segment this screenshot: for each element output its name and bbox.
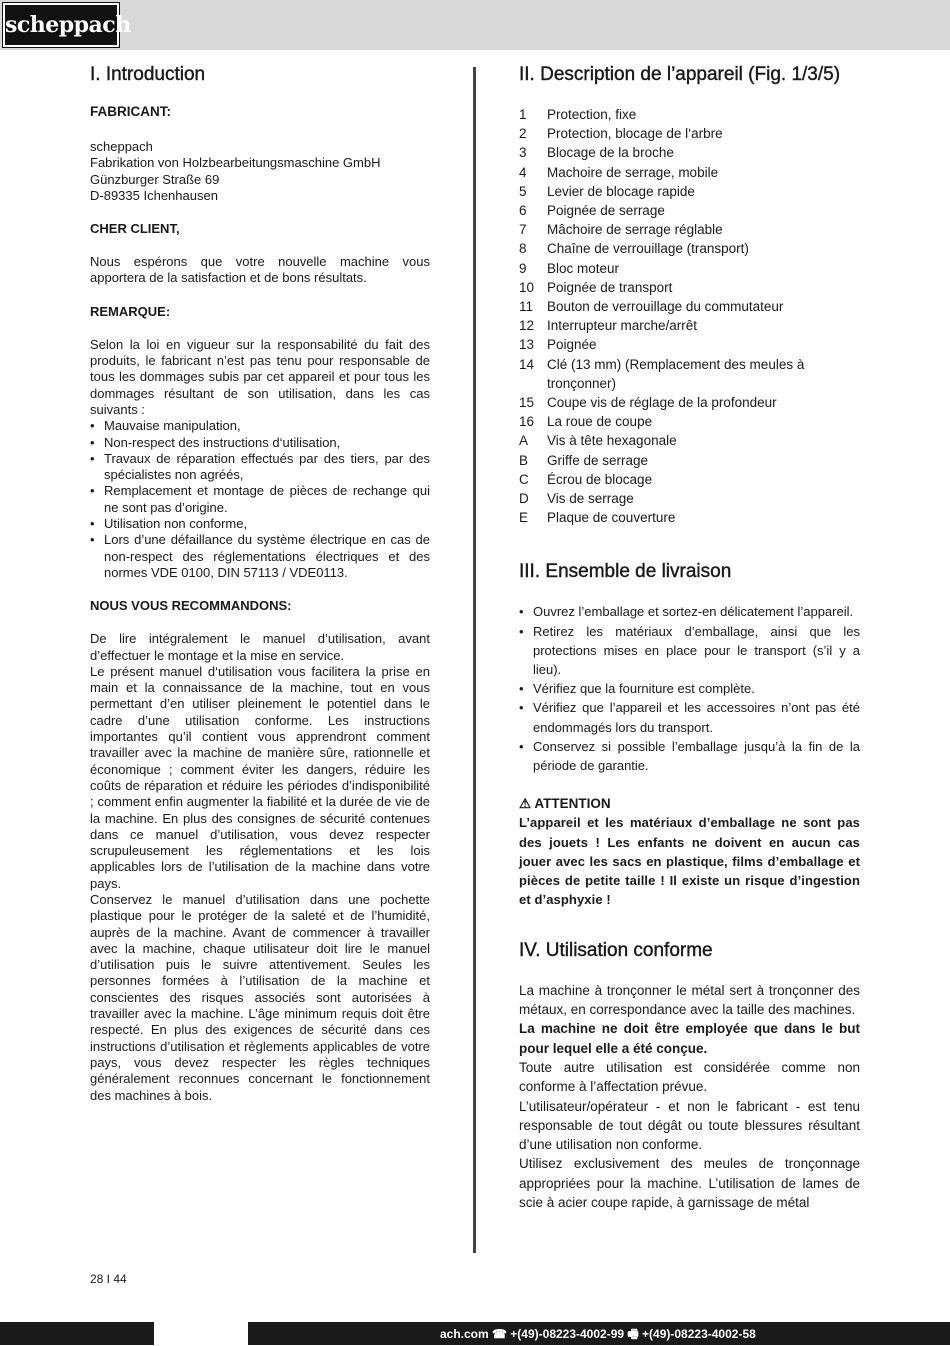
manufacturer-address — [90, 139, 430, 204]
list-item: C Écrou de blocage — [519, 471, 653, 487]
list-item: • Mauvaise manipulation, — [90, 418, 430, 434]
list-item: D Vis de serrage — [519, 491, 634, 507]
delivery-list — [519, 602, 860, 775]
recommend-paragraph: Le présent manuel d‘utilisation vous facilitera la prise en main et la connaissance de la machine, tout en vous permettant d’en utiliser pleinement le potentiel dans le cadre d’une utilisation conforme. Les instructions importantes qu’il contient vous apprendront comment travailler avec la machine de manière sûre, rationnelle et économique ; comment éviter les dangers, réduire les coûts de réparation et réduire les périodes d’indisponibilité ; comment enfin augmenter la fiabilité et la durée de vie de la machine. En plus des consignes de sécurité contenues dans ce manuel d’utilisation, vous devez respecter scrupuleusement les réglementations et les lois applicables lors de l’utilisation de la machine dans votre pays. — [90, 663, 430, 891]
manufacturer-heading: FABRICANT: — [90, 104, 171, 119]
list-item: • Travaux de réparation effectués par des tiers, par des spécialistes non agréés, — [90, 451, 430, 484]
remark-text: Selon la loi en vigueur sur la responsabilité du fait des produits, le fabricant n’est pas tenu pour responsable de tous les dommages subis par cet appareil et pour tous les dommages résultant de son utilisation, dans les cas suivants : — [90, 336, 430, 417]
list-item: A Vis à tête hexagonale — [519, 433, 677, 449]
list-item: • Vérifiez que l’appareil et les accessoires n’ont pas été endommagés lors du transport. — [519, 698, 860, 736]
footer-accent-block — [154, 1322, 248, 1345]
page-number: 28 I 44 — [90, 1272, 127, 1286]
usage-title: IV. Utilisation conforme — [519, 939, 713, 961]
scheppach-logo: scheppach — [3, 3, 119, 47]
attention-heading: ⚠ ATTENTION — [519, 796, 611, 812]
list-item: 13 Poignée — [519, 337, 597, 353]
list-item: 9 Bloc moteur — [519, 260, 620, 276]
usage-paragraph: Toute autre utilisation est considérée comme non conforme à l’affectation prévue. — [519, 1059, 860, 1095]
list-item: • Ouvrez l’emballage et sortez-en délicatement l’appareil. — [519, 602, 860, 621]
attention-text: L’appareil et les matériaux d’emballage ne sont pas des jouets ! Les enfants ne doivent en aucun cas jouer avec les sacs en plastique, films d’emballage et pièces de petite taille ! Il existe un risque d’ingestion et d’asphyxie ! — [519, 815, 860, 908]
list-item: 7 Mâchoire de serrage réglable — [519, 222, 723, 238]
list-item: 1 Protection, fixe — [519, 107, 637, 122]
list-item: • Vérifiez que la fourniture est complète. — [519, 679, 860, 698]
list-item: B Griffe de serrage — [519, 452, 649, 468]
recommend-paragraph: Conservez le manuel d’utilisation dans une pochette plastique pour le protéger de la saleté et de l’humidité, auprès de la machine. Avant de commencer à travailler avec la machine, chaque utilisateur doit lire le manuel d’utilisation puis le suivre attentivement. Seules les personnes formées à l’utilisation de la machine et conscientes des risques associés sont autorisées à travailler avec la machine. L’âge minimum requis doit être respecté. En plus des exigences de sécurité dans ces instructions d’utilisation et règlements applicables de votre pays, vous devez respecter les règles techniques généralement reconnues concernant le fonctionnement des machines à bois. — [90, 891, 430, 1103]
list-item: 3 Blocage de la broche — [519, 145, 674, 161]
client-heading: CHER CLIENT, — [90, 221, 180, 237]
list-item: 16 La roue de coupe — [519, 414, 653, 430]
list-item: 6 Poignée de serrage — [519, 203, 665, 219]
list-item: 5 Levier de blocage rapide — [519, 183, 695, 199]
list-item: 11 Bouton de verrouillage du commutateur — [519, 299, 784, 315]
usage-paragraph: Utilisez exclusivement des meules de tronçonnage appropriées pour la machine. L’utilisation de lames de scie à acier coupe rapide, à garnissage de métal — [519, 1156, 860, 1211]
footer-contact: ach.com ☎ +(49)-08223-4002-99 🖷 +(49)-08223-4002-58 — [440, 1327, 756, 1341]
list-item: 15 Coupe vis de réglage de la profondeur — [519, 395, 777, 411]
list-item: • Conservez si possible l’emballage jusqu’à la fin de la période de garantie. — [519, 737, 860, 775]
list-item: • Non-respect des instructions d‘utilisation, — [90, 435, 430, 451]
list-item: 12 Interrupteur marche/arrêt — [519, 318, 698, 334]
remark-heading: REMARQUE: — [90, 303, 171, 319]
remark-list — [90, 418, 430, 581]
client-text: Nous espérons que votre nouvelle machine vous apportera de la satisfaction et de bons résultats. — [90, 254, 430, 286]
address-line: Fabrikation von Holzbearbeitungsmaschine GmbH — [90, 155, 381, 171]
column-divider — [473, 67, 476, 1253]
usage-bold-paragraph: La machine ne doit être employée que dans le but pour lequel elle a été conçue. — [519, 1021, 860, 1056]
page-footer — [0, 1322, 950, 1345]
list-item: 14 Clé (13 mm) (Remplacement des meules à tronçonner) — [519, 356, 805, 391]
recommend-heading: NOUS VOUS RECOMMANDONS: — [90, 598, 292, 614]
list-item: • Lors d’une défaillance du système électrique en cas de non-respect des réglementations électriques et des normes VDE 0100, DIN 57113 / VDE0113. — [90, 532, 430, 581]
address-line: Günzburger Straße 69 — [90, 171, 220, 187]
right-column — [519, 62, 860, 1212]
list-item: • Utilisation non conforme, — [90, 516, 430, 532]
list-item: • Remplacement et montage de pièces de rechange qui ne sont pas d’origine. — [90, 483, 430, 516]
list-item: 8 Chaîne de verrouillage (transport) — [519, 241, 749, 257]
usage-paragraph: L’utilisateur/opérateur - et non le fabricant - est tenu responsable de tout dégât ou toute blessures résultant d’une utilisation non conforme. — [519, 1098, 860, 1153]
introduction-title: I. Introduction — [90, 64, 206, 85]
parts-list — [519, 105, 860, 527]
list-item: 4 Machoire de serrage, mobile — [519, 164, 719, 180]
description-title: II. Description de l’appareil (Fig. 1/3/5) — [519, 64, 841, 85]
list-item: 10 Poignée de transport — [519, 279, 673, 295]
list-item: • Retirez les matériaux d’emballage, ainsi que les protections mises en place pour le transport (s’il y a lieu). — [519, 622, 860, 680]
list-item: 2 Protection, blocage de l‘arbre — [519, 126, 723, 142]
left-column — [90, 62, 430, 1104]
delivery-title: III. Ensemble de livraison — [519, 561, 732, 583]
page-header — [0, 0, 950, 50]
list-item: E Plaque de couverture — [519, 510, 676, 526]
recommend-paragraph: De lire intégralement le manuel d’utilisation, avant d’effectuer le montage et la mise en service. — [90, 631, 430, 663]
address-line: D-89335 Ichenhausen — [90, 187, 218, 203]
address-line: scheppach — [90, 139, 153, 154]
usage-paragraph: La machine à tronçonner le métal sert à tronçonner des métaux, en correspondance avec la taille des machines. — [519, 982, 860, 1018]
